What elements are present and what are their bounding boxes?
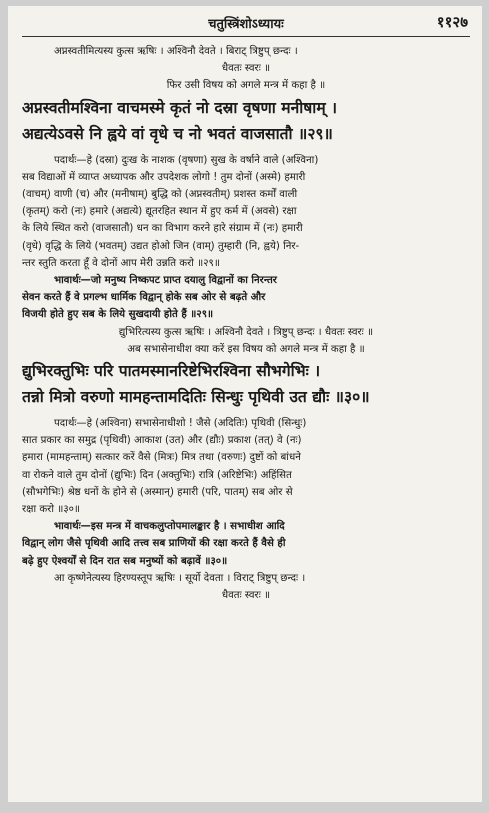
text-line: धैवतः स्वरः ॥	[221, 590, 271, 602]
bhavartha-29	[22, 272, 470, 324]
text-line: फिर उसी विषय को अगले मन्त्र में कहा है ॥	[166, 80, 326, 92]
text-line: के लिये स्थित करो (वाजसातौ) धन का विभाग करने हारे संग्राम में (नः) हमारी	[22, 223, 303, 235]
text-line: पदार्थः—हे (दस्रा) दुःख के नाशक (वृषणा) सुख के वर्षाने वाले (अश्विना)	[54, 154, 319, 166]
text-line: अब सभासेनाधीश क्या करें इस विषय को अगले मन्त्र में कहा है ॥	[127, 343, 365, 355]
mantra-30	[22, 358, 470, 410]
page-header	[22, 10, 470, 37]
rishi-devata-line	[22, 324, 470, 341]
text-line: रक्षा करो ॥३०॥	[22, 504, 81, 516]
text-line: आ कृष्णेनेत्यस्य हिरण्यस्तूप ऋषिः । सूर्यो देवता । विराट् त्रिष्टुप् छन्दः ।	[54, 572, 306, 584]
text-line: भावार्थः—इस मन्त्र में वाचकलुप्तोपमालङ्कार है । सभाधीश आदि	[54, 521, 285, 533]
text-line: द्युभिरित्यस्य कुत्स ऋषिः । अश्विनौ देवते । त्रिष्टुप् छन्दः । धैवतः स्वरः ॥	[118, 326, 374, 338]
rishi-devata-line	[22, 570, 470, 604]
mantra-line: तन्नो मित्रो वरुणो मामहन्तामदितिः सिन्धुः पृथिवी उत द्यौः ॥३०॥	[22, 388, 370, 407]
padartha-30	[22, 415, 470, 518]
text-line: धैवतः स्वरः ॥	[221, 63, 271, 75]
rishi-devata-line	[22, 43, 470, 77]
mantra-line: अद्यत्येऽवसे नि ह्वये वां वृधे च नो भवतं वाजसातौ ॥२९॥	[22, 124, 333, 143]
text-line: विद्वान् लोग जैसे पृथिवी आदि तत्त्व सब प्राणियों की रक्षा करते हैं वैसे ही	[22, 538, 286, 550]
mantra-line: अप्नस्वतीमश्विना वाचमस्मे कृतं नो दस्रा वृषणा मनीषाम् ।	[22, 98, 338, 117]
text-line: हमारा (मामहन्ताम्) सत्कार करें वैसे (मित्रः) मित्र तथा (वरुणः) दुष्टों को बांधने	[22, 452, 301, 464]
text-line: वा रोकने वाले तुम दोनों (द्युभिः) दिन (अक्तुभिः) रात्रि (अरिष्टेभिः) अहिंसित	[22, 469, 292, 481]
page-number: ११२७	[436, 13, 468, 31]
text-line: बढ़े हुए ऐश्वर्यों से दिन रात सब मनुष्यों को बढ़ावें ॥३०॥	[22, 555, 228, 567]
mantra-line: द्युभिरक्तुभिः परि पातमस्मानरिष्टेभिरश्विना सौभगेभिः ।	[22, 362, 321, 381]
bhavartha-30	[22, 518, 470, 570]
text-line: (वाचम्) वाणी (च) और (मनीषाम्) बुद्धि को (अप्नस्वतीम्) प्रशस्त कर्मों वाली	[22, 189, 298, 201]
text-line: अप्नस्वतीमित्यस्य कुत्स ऋषिः । अश्विनौ देवते । बिराट् त्रिष्टुप् छन्दः ।	[54, 46, 298, 57]
text-line: न्तर स्तुति करता हूँ वे दोनों आप मेरी उन्नति करो ॥२९॥	[22, 257, 220, 269]
text-line: सब विद्याओं में व्याप्त अध्यापक और उपदेशक लोगो ! तुम दोनों (अस्मे) हमारी	[22, 171, 306, 183]
book-page	[8, 6, 482, 802]
text-line: पदार्थः—हे (अश्विना) सभासेनाधीशो ! जैसे (अदितिः) पृथिवी (सिन्धुः)	[54, 418, 307, 430]
text-line: (वृधे) वृद्धि के लिये (भवतम्) उद्यत होओ जिन (वाम्) तुम्हारी (नि, ह्वये) निर-	[22, 240, 300, 252]
mantra-intro	[22, 77, 470, 94]
text-line: सात प्रकार का समुद्र (पृथिवी) आकाश (उत) और (द्यौः) प्रकाश (तत्) वे (नः)	[22, 435, 302, 447]
text-line: सेवन करते हैं वे प्रगल्भ धार्मिक विद्वान् होके सब ओर से बढ़ते और	[22, 292, 266, 304]
text-line: (कृतम्) करो (नः) हमारे (अद्यत्ये) द्यूतरहित स्थान में हुए कर्म में (अवसे) रक्षा	[22, 206, 297, 218]
text-line: (सौभगेभिः) श्रेष्ठ धनों के होने से (अस्मान्) हमारी (परि, पातम्) सब ओर से	[22, 486, 293, 498]
mantra-29	[22, 95, 470, 147]
text-line: भावार्थः—जो मनुष्य निष्कपट प्राप्त दयालु विद्वानों का निरन्तर	[54, 275, 277, 287]
padartha-29	[22, 152, 470, 272]
chapter-title: चतुस्त्रिंशोऽध्यायः	[208, 17, 284, 32]
text-line: विजयी होते हुए सब के लिये सुखदायी होते हैं ॥२९॥	[22, 309, 214, 321]
mantra-intro	[22, 341, 470, 358]
